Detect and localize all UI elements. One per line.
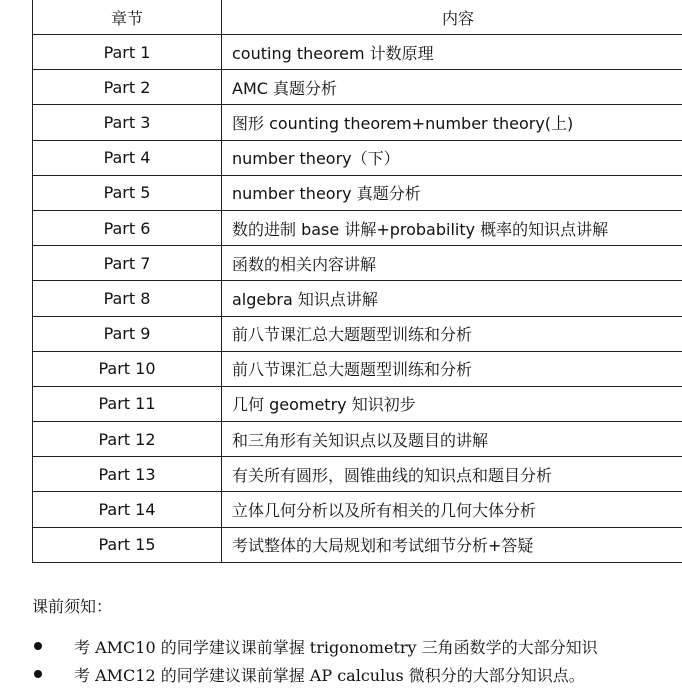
row-part-label: Part 3 [33, 105, 222, 140]
table-row [33, 527, 682, 562]
row-content: couting theorem 计数原理 [222, 35, 682, 70]
header-chapter: 章节 [33, 0, 222, 35]
course-schedule-table-wrap [32, 0, 682, 563]
row-part-label: Part 2 [33, 70, 222, 105]
notes-list [32, 632, 682, 688]
pre-class-notes [32, 596, 682, 688]
row-part-label: Part 12 [33, 422, 222, 457]
row-content: 前八节课汇总大题题型训练和分析 [222, 316, 682, 351]
row-content: 前八节课汇总大题题型训练和分析 [222, 351, 682, 386]
table-row [33, 492, 682, 527]
table-row [33, 140, 682, 175]
table-header-row [33, 0, 682, 35]
table-row [33, 105, 682, 140]
table-row [33, 386, 682, 421]
row-part-label: Part 15 [33, 527, 222, 562]
row-content: 图形 counting theorem+number theory(上) [222, 105, 682, 140]
row-content: 函数的相关内容讲解 [222, 246, 682, 281]
table-row [33, 210, 682, 245]
table-row [33, 35, 682, 70]
row-part-label: Part 11 [33, 386, 222, 421]
table-row [33, 246, 682, 281]
table-row [33, 457, 682, 492]
table-row [33, 70, 682, 105]
table-row [33, 422, 682, 457]
row-part-label: Part 8 [33, 281, 222, 316]
table-row [33, 175, 682, 210]
row-content: 立体几何分析以及所有相关的几何大体分析 [222, 492, 682, 527]
row-content: 有关所有圆形，圆锥曲线的知识点和题目分析 [222, 457, 682, 492]
table-row [33, 281, 682, 316]
row-part-label: Part 1 [33, 35, 222, 70]
row-part-label: Part 5 [33, 175, 222, 210]
bullet-icon [34, 670, 42, 678]
bullet-icon [34, 642, 42, 650]
list-item [32, 660, 682, 688]
notes-title: 课前须知： [32, 597, 113, 616]
row-content: number theory 真题分析 [222, 175, 682, 210]
header-content: 内容 [222, 0, 682, 35]
row-content: 考试整体的大局规划和考试细节分析+答疑 [222, 527, 682, 562]
row-part-label: Part 7 [33, 246, 222, 281]
row-part-label: Part 13 [33, 457, 222, 492]
row-part-label: Part 9 [33, 316, 222, 351]
row-content: number theory（下） [222, 140, 682, 175]
list-item [32, 632, 682, 660]
row-content: AMC 真题分析 [222, 70, 682, 105]
note-text: 考 AMC12 的同学建议课前掌握 AP calculus 微积分的大部分知识点。 [74, 665, 585, 685]
row-content: 几何 geometry 知识初步 [222, 386, 682, 421]
row-content: 和三角形有关知识点以及题目的讲解 [222, 422, 682, 457]
row-part-label: Part 6 [33, 210, 222, 245]
course-schedule-table [32, 0, 682, 563]
table-row [33, 316, 682, 351]
row-content: algebra 知识点讲解 [222, 281, 682, 316]
note-text: 考 AMC10 的同学建议课前掌握 trigonometry 三角函数学的大部分知识 [74, 637, 598, 657]
row-part-label: Part 14 [33, 492, 222, 527]
row-part-label: Part 10 [33, 351, 222, 386]
row-content: 数的进制 base 讲解+probability 概率的知识点讲解 [222, 210, 682, 245]
row-part-label: Part 4 [33, 140, 222, 175]
table-row [33, 351, 682, 386]
